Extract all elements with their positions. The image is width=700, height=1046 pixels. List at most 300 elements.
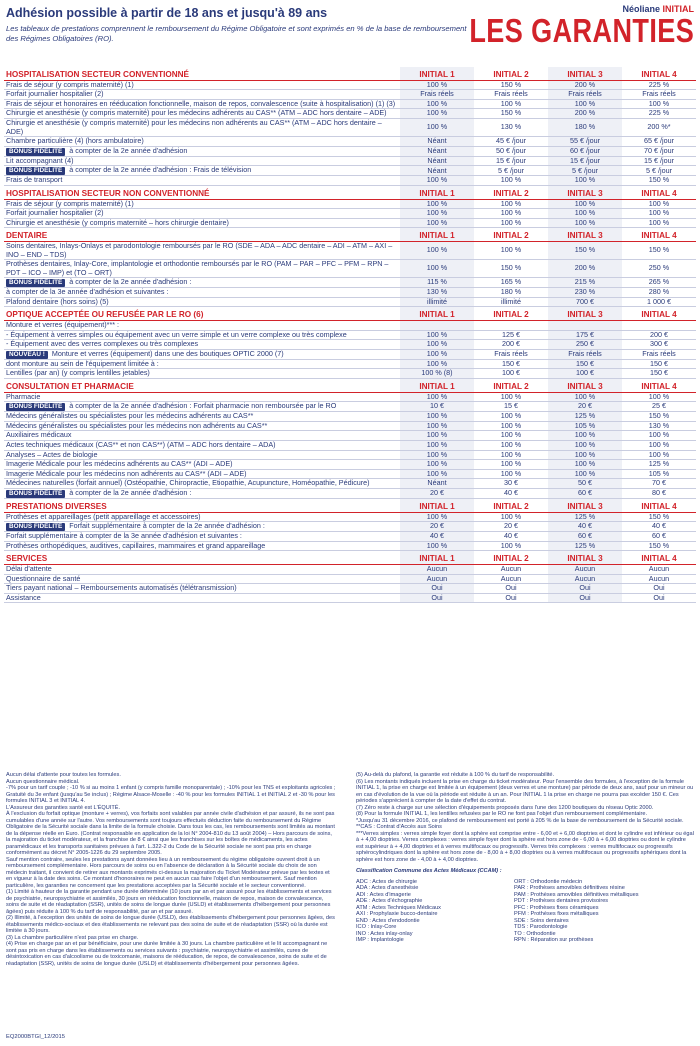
section-title: DENTAIRE (4, 228, 400, 242)
table-cell: 125 % (622, 460, 696, 470)
table-cell: 100 % (622, 199, 696, 209)
table-cell: 700 € (548, 297, 622, 307)
table-cell: 150 % (622, 176, 696, 186)
table-cell: 125 % (548, 412, 622, 422)
table-cell: 100 % (474, 199, 548, 209)
table-cell: 200 % (548, 109, 622, 119)
table-cell: 150 % (474, 109, 548, 119)
table-cell: 100 % (548, 469, 622, 479)
table-cell: 150 % (474, 260, 548, 278)
glossary-item: ATM : Actes Techniques Médicaux (356, 904, 441, 911)
row-label-text: Médecins généralistes ou spécialistes pour les médecins adhérents au CAS** (6, 411, 254, 421)
footnote: *Jusqu'au 31 décembre 2016, ce plafond de remboursement est porté à 205 % de la base de remboursement de la Sécurité sociale. (356, 817, 684, 824)
footnotes-left (6, 772, 336, 967)
table-cell: 100 % (400, 80, 474, 90)
table-cell: 65 € /jour (622, 137, 696, 147)
table-cell: 150 % (474, 80, 548, 90)
column-header: INITIAL 4 (622, 498, 696, 512)
footnote: Sauf mention contraire, seules les prestations ayant données lieu à un remboursement du régime obligatoire ouvrent droit à un remboursement complémentaire. Hors parcours de soins ou en l'absence de déclaration à la Sécurité sociale du choix de son médecin traitant, il convient de retirer aux montants exprimés ci-dessus la majoration du Ticket Modérateur prévue par les textes et en vigueur à la date des soins. Ce montant d'honoraires ne peut en aucun cas faire l'objet d'un remboursement. Sauf mention particulière, les garanties ne concernent que les prestations acceptées par la Sécurité sociale et le secteur conventionné. (6, 856, 330, 889)
glossary-item: AXI : Prophylaxie bucco-dentaire (356, 911, 438, 917)
column-header: INITIAL 4 (622, 551, 696, 565)
table-cell: Frais réels (548, 90, 622, 100)
row-label-text: - Équipement avec des verres complexes ou très complexes (6, 339, 199, 349)
footnote: (1) Limité à hauteur de la garantie pendant une durée déterminée (10 jours par an et par assuré pour les établissements et services de psychiatrie, neuropsychiatrie et assimilés, 30 jours en rééducation fonctionnelle, maison de repos, maison de convalescence, soins de suite et de réadaptation (SSR), unités de soins de longue durée (USLD) et établissements d'hébergement pour personnes âgées) puis réduite à 100 % du tarif de responsabilité, par an et par assuré. (6, 889, 332, 915)
section-header (4, 185, 696, 199)
bonus-fidelite-badge: BONUS FIDÉLITÉ (6, 148, 65, 156)
table-row (4, 593, 696, 603)
table-cell: Frais réels (400, 90, 474, 100)
row-label-text: Forfait journalier hospitalier (2) (6, 89, 104, 99)
table-cell: 100 % (474, 412, 548, 422)
table-cell: 100 % (474, 431, 548, 441)
table-cell: 100 € (548, 369, 622, 379)
footnote: (3) La chambre particulière n'est pas prise en charge. (6, 934, 139, 941)
table-cell: 100 % (548, 460, 622, 470)
table-cell: 100 % (548, 209, 622, 219)
column-header: INITIAL 2 (474, 379, 548, 393)
column-header: INITIAL 1 (400, 551, 474, 565)
section-title: SERVICES (4, 551, 400, 565)
table-cell: Néant (400, 479, 474, 489)
glossary-item: IMP : Implantologie (356, 937, 404, 943)
table-cell (622, 321, 696, 331)
table-cell (400, 321, 474, 331)
glossary-item: ADA : Actes d'anesthésie (356, 885, 419, 891)
row-label-text: - Équipement à verres simples ou équipement avec un verre simple et un verre complexe ou très complexe (6, 329, 347, 339)
footnote: (4) Prise en charge par an et par bénéficiaire, pour une durée limitée à 30 jours. La chambre particulière et le lit accompagnant ne sont pas pris en charge dans les établissements ou services suivants : psychiatrie, neuropsychiatrie et assimilés, cures de désintoxication en cas d'alcoolisme ou de toxicomanie, maisons de rééducation, de repos, de convalescence, soins de suite et de réadaptation (SSR), unités de soins de longue durée (USLD) et établissements d'hébergement pour personnes âgées. (6, 941, 328, 967)
table-cell: 100 % (548, 450, 622, 460)
table-cell: 25 € (622, 402, 696, 412)
table-cell: 100 % (400, 260, 474, 278)
row-label-text: Forfait supplémentaire à compter de la 3e année d'adhésion et suivantes : (6, 531, 242, 541)
table-cell: 100 % (622, 431, 696, 441)
section-title: HOSPITALISATION SECTEUR CONVENTIONNÉ (4, 67, 400, 80)
table-cell (548, 321, 622, 331)
column-header: INITIAL 2 (474, 551, 548, 565)
header (6, 6, 476, 44)
bonus-fidelite-badge: BONUS FIDÉLITÉ (6, 523, 65, 531)
footnote: À l'exclusion du forfait optique (monture + verres), vos forfaits sont valables par année civile d'adhésion et par assuré, ils ne sont pas cumulables d'une année sur l'autre. Vos remboursements sont toujours effectués déduction faite du remboursement du Régime Obligatoire de la Sécurité sociale dans la limite de la formule choisie. Dans tous les cas, les remboursements sont limités au montant de la dépense réelle en Euro. (Contrat responsable en application de la loi N° 2004-810 du 13 août 2004) – Hors parcours de soins, la majoration du ticket modérateur, et la franchise de 8 € ainsi que les franchises sur les boîtes de médicaments, les actes paramédicaux et les transports sanitaires prévues à l'art. L.322-2 du Code de la Sécurité sociale ne sont pas pris en charge conformément au décret N° 2005-1226 du 29 septembre 2005. (6, 811, 335, 856)
column-header: INITIAL 4 (622, 307, 696, 321)
table-cell: 15 € /jour (622, 156, 696, 166)
row-label-text: à compter de la 2e année d'adhésion : Frais de télévision (69, 165, 252, 175)
row-label-text: Analyses – Actes de biologie (6, 449, 98, 459)
footnote: (8) Pour la formule INITIAL 1, les lentilles refusées par le RO ne font pas l'objet d'un remboursement complémentaire. (356, 811, 648, 817)
table-cell: 100 % (622, 441, 696, 451)
table-cell: 100 % (400, 99, 474, 109)
table-cell: Néant (400, 156, 474, 166)
table-row (4, 176, 696, 186)
table-cell: 100 % (474, 460, 548, 470)
table-cell: 100 % (400, 209, 474, 219)
table-cell: 115 % (400, 278, 474, 288)
row-label-text: Frais de séjour (y compris maternité) (1) (6, 79, 134, 89)
table-cell: 5 € /jour (474, 166, 548, 176)
row-label (4, 297, 400, 307)
table-cell: Frais réels (622, 90, 696, 100)
table-cell: 100 % (400, 460, 474, 470)
table-cell: 15 € /jour (474, 156, 548, 166)
table-cell: 100 % (8) (400, 369, 474, 379)
section-header (4, 228, 696, 242)
glossary-title: Classification Commune des Actes Médicaux (CCAM) : (356, 868, 502, 874)
table-cell: Aucun (548, 574, 622, 584)
row-label (4, 479, 400, 489)
table-cell: 100 % (548, 431, 622, 441)
column-header: INITIAL 1 (400, 379, 474, 393)
row-label-text: Pharmacie (6, 391, 41, 401)
row-label-text: Forfait journalier hospitalier (2) (6, 208, 104, 218)
table-cell: 130 % (400, 288, 474, 298)
table-cell: Néant (400, 137, 474, 147)
footnote: -7% pour un tarif couple ; -10 % si au moins 1 enfant (y compris famille monoparentale) ; -10% pour les TNS et exploitants agricoles ; Gratuité du 3e enfant (jusqu'au 5e inclus) ; Régime Alsace-Moselle : -40 % pour les formules INITIAL 1 et INITIAL 2 et -30 % pour les formules INITIAL 3 et INITIAL 4. (6, 785, 336, 804)
section-title: HOSPITALISATION SECTEUR NON CONVENTIONNÉ (4, 185, 400, 199)
brand-prefix: Néoliane (622, 4, 660, 14)
table-cell: 100 % (400, 469, 474, 479)
table-cell: 15 € (474, 402, 548, 412)
row-label (4, 146, 400, 156)
table-cell: 100 € (474, 369, 548, 379)
table-cell: 100 % (622, 392, 696, 402)
table-cell: 20 € (400, 522, 474, 532)
guarantees-table (4, 67, 696, 603)
glossary-item: SDE : Soins dentaires (514, 917, 569, 924)
table-row (4, 402, 696, 412)
row-label-text: Médecines naturelles (forfait annuel) (Ostéopathie, Chiropractie, Etiopathie, Acupuncture, Homéopathie, Pédicure) (6, 478, 370, 488)
row-label-text: dont monture au sein de l'équipement limitée à : (6, 358, 159, 368)
table-cell: 20 € (548, 402, 622, 412)
row-label-text: Prothèses dentaires, Inlay-Core, implantologie et orthodontie remboursés par le RO (PAM – PAR – PFC – PFM – RPN – PDT – ICO – IMP) et (TO – ORT) (6, 259, 389, 277)
table-cell: 100 % (622, 218, 696, 228)
table-cell: 100 % (400, 218, 474, 228)
table-cell: 165 % (474, 278, 548, 288)
row-label (4, 593, 400, 603)
table-cell: 100 % (400, 340, 474, 350)
table-cell: 225 % (622, 109, 696, 119)
column-header: INITIAL 1 (400, 498, 474, 512)
table-cell: 200 € (474, 340, 548, 350)
table-cell: Oui (622, 584, 696, 594)
glossary-item: RPN : Réparation sur prothèses (514, 937, 594, 943)
glossary-item: ADI : Actes d'imagerie (356, 891, 411, 898)
table-cell: 100 % (548, 176, 622, 186)
footnote: Aucun questionnaire médical. (6, 778, 80, 785)
table-cell: Frais réels (548, 349, 622, 359)
row-label-text: à compter de la 2e année d'adhésion : (69, 487, 192, 497)
table-cell: 5 € /jour (548, 166, 622, 176)
table-cell: 150 % (622, 412, 696, 422)
table-cell: Frais réels (622, 349, 696, 359)
table-cell: 50 € /jour (474, 146, 548, 156)
table-cell: 100 % (474, 176, 548, 186)
glossary-item: PAR : Prothèses amovibles définitives résine (514, 885, 625, 891)
section-title: OPTIQUE ACCEPTÉE OU REFUSÉE PAR LE RO (6) (4, 307, 400, 321)
column-header: INITIAL 2 (474, 498, 548, 512)
table-cell: 100 % (548, 392, 622, 402)
row-label-text: à compter de la 3e année d'adhésion et suivantes : (6, 287, 169, 297)
row-label-text: Lit accompagnant (4) (6, 155, 74, 165)
glossary-item: TO : Orthodontie (514, 930, 556, 937)
table-cell: 60 € /jour (548, 146, 622, 156)
table-cell: 100 % (474, 209, 548, 219)
column-header: INITIAL 1 (400, 228, 474, 242)
bonus-fidelite-badge: BONUS FIDÉLITÉ (6, 403, 65, 411)
table-cell: 250 € (548, 340, 622, 350)
glossary-item: ADC : Actes de chirurgie (356, 878, 417, 885)
table-cell: 100 % (548, 199, 622, 209)
table-row (4, 260, 696, 278)
table-cell: 1 000 € (622, 297, 696, 307)
page-title: LES GARANTIES (469, 12, 694, 49)
table-row (4, 146, 696, 156)
row-label-text: à compter de la 2e année d'adhésion : Forfait pharmacie non remboursée par le RO (69, 401, 337, 411)
table-cell: 60 € (548, 488, 622, 498)
table-cell: 100 % (548, 441, 622, 451)
table-cell: 40 € (622, 522, 696, 532)
table-cell: 15 € /jour (548, 156, 622, 166)
row-label (4, 137, 400, 147)
table-cell: 100 % (622, 99, 696, 109)
row-label (4, 488, 400, 498)
section-header (4, 498, 696, 512)
table-cell: 100 % (400, 241, 474, 259)
row-label-text: Frais de séjour (y compris maternité) (1) (6, 198, 134, 208)
row-label-text: Plafond dentaire (hors soins) (5) (6, 296, 109, 306)
column-header: INITIAL 1 (400, 307, 474, 321)
bonus-fidelite-badge: BONUS FIDÉLITÉ (6, 279, 65, 287)
table-cell: Oui (400, 593, 474, 603)
table-cell: Aucun (400, 564, 474, 574)
column-header: INITIAL 3 (548, 307, 622, 321)
section-header (4, 379, 696, 393)
table-cell: 100 % (474, 450, 548, 460)
column-header: INITIAL 2 (474, 67, 548, 80)
table-cell: 40 € (474, 532, 548, 542)
table-cell: Aucun (400, 574, 474, 584)
table-cell: 125 % (548, 541, 622, 551)
row-label (4, 541, 400, 551)
table-cell: 250 % (622, 260, 696, 278)
table-row (4, 488, 696, 498)
table-cell: 200 % (548, 80, 622, 90)
row-label-text: Questionnaire de santé (6, 573, 81, 583)
footnote: (5) Au-delà du plafond, la garantie est réduite à 100 % du tarif de responsabilité. (356, 772, 555, 778)
table-cell: Aucun (548, 564, 622, 574)
glossary (356, 879, 694, 944)
table-cell: 150 % (548, 241, 622, 259)
table-cell: 100 % (474, 421, 548, 431)
table-cell: 100 % (474, 512, 548, 522)
row-label-text: Monture et verres (équipement)*** : (6, 320, 120, 330)
row-label (4, 260, 400, 278)
document-reference: EQ2000BTGI_12/2015 (6, 1034, 65, 1040)
table-cell: 100 % (400, 330, 474, 340)
row-label (4, 241, 400, 259)
table-cell: 40 € (474, 488, 548, 498)
glossary-item: ADE : Actes d'échographie (356, 898, 423, 904)
table-cell: 175 € (548, 330, 622, 340)
table-cell: 200 %* (622, 118, 696, 136)
table-cell: Aucun (622, 574, 696, 584)
row-label-text: Prothèses orthopédiques, auditives, capillaires, mammaires et grand appareillage (6, 540, 266, 550)
footnote: L'Assureur des garanties santé est L'ÉQUITÉ. (6, 804, 121, 811)
row-label-text: Auxiliaires médicaux (6, 430, 72, 440)
table-cell: 70 € (622, 479, 696, 489)
row-label (4, 584, 400, 594)
table-cell: 100 % (474, 541, 548, 551)
table-cell: 100 % (474, 441, 548, 451)
row-label-text: Chirurgie et anesthésie (y compris maternité) pour les médecins non adhérents au CAS** (ATM – ADC hors dentaire – ADE) (6, 117, 382, 136)
row-label (4, 118, 400, 136)
row-label-text: Actes techniques médicaux (CAS** et non CAS**) (ATM – ADC hors dentaire – ADA) (6, 440, 276, 449)
table-cell: Frais réels (474, 90, 548, 100)
column-header: INITIAL 3 (548, 228, 622, 242)
section-header (4, 551, 696, 565)
table-cell: 100 % (400, 441, 474, 451)
table-cell: Oui (548, 584, 622, 594)
table-cell: Néant (400, 166, 474, 176)
footnote: (2) Illimité, à l'exception des unités de soins de longue durée (USLD), des établissements d'hébergement pour personnes âgées, des établissements médico-sociaux et des établissements ne relevant pas des soins de suite et de réadaptation (SSR) où la durée est limitée à 30 jours. (6, 915, 335, 934)
table-cell: 105 % (548, 421, 622, 431)
table-cell: 230 % (548, 288, 622, 298)
table-cell: Aucun (474, 564, 548, 574)
row-label (4, 522, 400, 532)
column-header: INITIAL 2 (474, 307, 548, 321)
table-cell: 40 € (548, 522, 622, 532)
bonus-fidelite-badge: BONUS FIDÉLITÉ (6, 167, 65, 175)
table-cell: 180 % (548, 118, 622, 136)
table-cell: 280 % (622, 288, 696, 298)
table-cell: 100 % (400, 199, 474, 209)
row-label (4, 349, 400, 359)
table-cell: 200 % (548, 260, 622, 278)
row-label (4, 176, 400, 186)
table-cell: 130 % (622, 421, 696, 431)
footnote: ***Verres simples : verres simple foyer dont la sphère est comprise entre - 6,00 et + 6,00 dioptries et dont le cylindre est inférieur ou égal à + 4,00 dioptries. Verres complexes : verres simple foyer dont la sphère est hors zone de - 6,00 à + 6,00 dioptries ou dont le cylindre est supérieur à + 4,00 dioptries et à verres multifocaux ou progressifs. Verres très complexes : verres multifocaux ou progressifs sphérocylindriques dont la sphère est hors zone de - 8,00 à + 8,00 dioptries ou à verres multifocaux ou progressifs sphériques dont la sphère est hors zone de - 4,00 à + 4,00 dioptries. (356, 830, 694, 863)
table-cell: 100 % (400, 359, 474, 369)
table-cell: 130 % (474, 118, 548, 136)
table-row (4, 297, 696, 307)
table-cell: Aucun (474, 574, 548, 584)
glossary-item: END : Actes d'endodontie (356, 917, 420, 924)
table-cell: 60 € (622, 532, 696, 542)
glossary-item: TDS : Parodontologie (514, 924, 568, 930)
column-header: INITIAL 3 (548, 185, 622, 199)
glossary-item: INO : Actes inlay-onlay (356, 930, 413, 937)
table-cell: 100 % (474, 469, 548, 479)
glossary-item: ICO : Inlay-Core (356, 924, 397, 930)
table-cell: Néant (400, 146, 474, 156)
row-label-text: Imagerie Médicale pour les médecins adhérents au CAS** (ADI – ADE) (6, 459, 233, 469)
row-label-text: Imagerie Médicale pour les médecins non adhérents au CAS** (ADI – ADE) (6, 468, 247, 478)
table-cell: 150 € (622, 369, 696, 379)
row-label-text: Chirurgie et anesthésie (y compris maternité) pour les médecins adhérents au CAS** (ATM – ADC hors dentaire – ADE) (6, 108, 387, 118)
table-cell: 125 € (474, 330, 548, 340)
table-cell: 180 % (474, 288, 548, 298)
row-label (4, 166, 400, 176)
row-label-text: Assistance (6, 592, 41, 602)
footnotes-right (356, 772, 694, 944)
table-cell: 300 € (622, 340, 696, 350)
column-header: INITIAL 2 (474, 185, 548, 199)
footnote: Aucun délai d'attente pour toutes les formules. (6, 772, 121, 778)
table-row (4, 564, 696, 574)
table-cell: 105 % (622, 469, 696, 479)
table-cell: illimité (474, 297, 548, 307)
row-label-text: Prothèses et appareillages (petit appareillage et accessoires) (6, 511, 201, 521)
table-cell: 100 % (400, 176, 474, 186)
table-cell: Aucun (622, 564, 696, 574)
column-header: INITIAL 3 (548, 379, 622, 393)
table-cell: 100 % (474, 218, 548, 228)
table-row (4, 541, 696, 551)
table-cell: 100 % (400, 109, 474, 119)
glossary-item: PFM : Prothèses fixes métalliques (514, 911, 599, 917)
row-label-text: Frais de transport (6, 175, 63, 185)
column-header: INITIAL 4 (622, 379, 696, 393)
column-header: INITIAL 4 (622, 185, 696, 199)
table-cell: 100 % (400, 118, 474, 136)
table-cell: 10 € (400, 402, 474, 412)
section-header (4, 307, 696, 321)
table-row (4, 441, 696, 451)
table-cell: 100 % (548, 218, 622, 228)
table-cell: 150 € (474, 359, 548, 369)
table-cell: 60 € (548, 532, 622, 542)
table-cell: 55 € /jour (548, 137, 622, 147)
table-cell: 100 % (400, 421, 474, 431)
table-cell: 40 € (400, 532, 474, 542)
table-cell: 100 % (548, 99, 622, 109)
column-header: INITIAL 2 (474, 228, 548, 242)
table-cell: 150 % (622, 241, 696, 259)
table-row (4, 278, 696, 288)
table-cell: 100 % (400, 392, 474, 402)
table-row (4, 369, 696, 379)
row-label-text: Tiers payant national – Remboursements automatisés (télétransmission) (6, 583, 237, 593)
age-line: Adhésion possible à partir de 18 ans et jusqu'à 89 ans (6, 6, 328, 20)
table-cell (474, 321, 548, 331)
table-row (4, 584, 696, 594)
glossary-item: ORT : Orthodontie médecin (514, 878, 583, 885)
table-cell: 125 % (548, 512, 622, 522)
row-label-text: à compter de la 2e année d'adhésion : (69, 277, 192, 287)
footnote: (7) Zéro reste à charge sur une sélection d'équipements proposés dans l'une des 1200 boutiques du réseau Optic 2000. (356, 804, 654, 811)
row-label (4, 278, 400, 288)
row-label-text: Médecins généralistes ou spécialistes pour les médecins non adhérents au CAS** (6, 420, 268, 430)
column-header: INITIAL 1 (400, 185, 474, 199)
table-row (4, 166, 696, 176)
table-cell: 215 % (548, 278, 622, 288)
bonus-fidelite-badge: BONUS FIDÉLITÉ (6, 490, 65, 498)
column-header: INITIAL 4 (622, 228, 696, 242)
table-cell: Frais réels (474, 349, 548, 359)
row-label-text: Chambre particulière (4) (hors ambulatoire) (6, 136, 144, 146)
table-cell: 100 % (400, 431, 474, 441)
row-label-text: Soins dentaires, Inlays-Onlays et parodontologie remboursés par le RO (SDE – ADA – ADC dentaire – ADI – ATM – AXI – INO – END – TDS) (6, 240, 393, 259)
table-cell: 100 % (622, 450, 696, 460)
table-cell: 150 % (622, 541, 696, 551)
table-cell: Oui (474, 593, 548, 603)
glossary-item: PAM : Prothèses amovibles définitives métalliques (514, 891, 639, 898)
row-label-text: Forfait supplémentaire à compter de la 2e année d'adhésion : (69, 521, 265, 531)
brand-block (420, 4, 694, 48)
table-row (4, 349, 696, 359)
footnote: (6) Les montants indiqués incluent la prise en charge du ticket modérateur. Pour l'ensemble des formules, à l'exception de la formule INITIAL 1, la prise en charge est limitée à un équipement (deux verres et une monture) par période de deux ans, sauf pour un mineur ou en cas d'évolution de la vue où la période est réduite à un an. Pour INITIAL 1 la prise en charge ne pourra pas excéder 150 €. Ces périodes s'apprécient à compter de la date d'effet du contrat. (356, 778, 694, 804)
table-cell: 150 € (548, 359, 622, 369)
table-cell: 70 € /jour (622, 146, 696, 156)
column-header: INITIAL 3 (548, 498, 622, 512)
